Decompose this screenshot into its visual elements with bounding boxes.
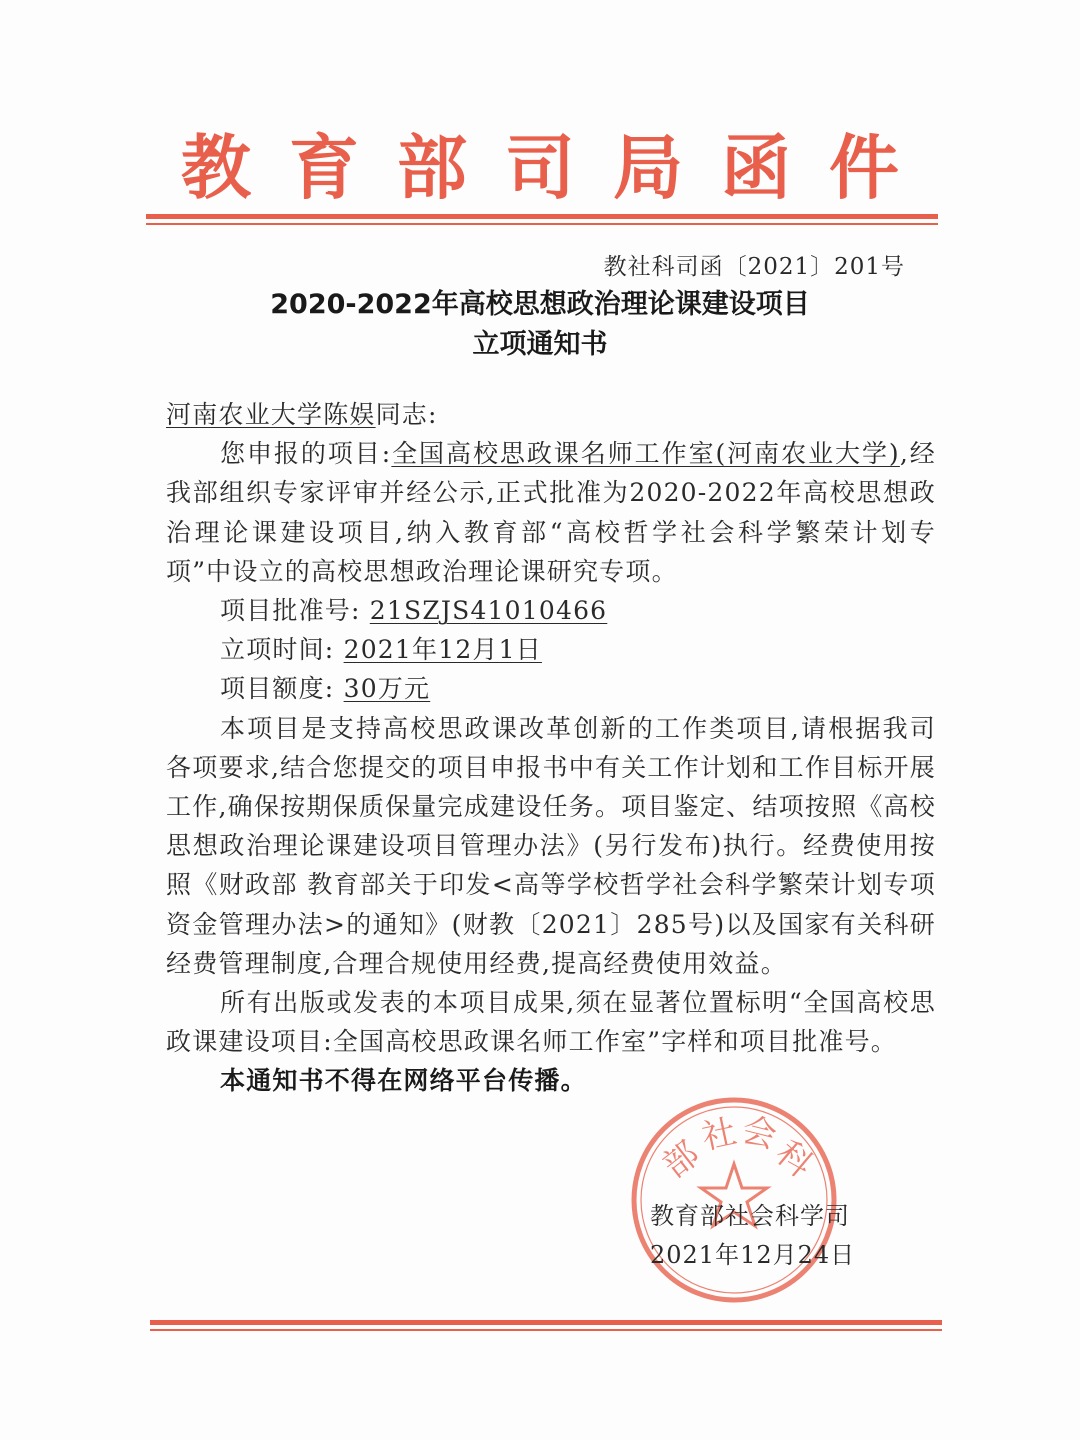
salutation bbox=[166, 395, 936, 434]
approval-number-label: 项目批准号: bbox=[220, 596, 361, 626]
header-rule-thin bbox=[146, 223, 938, 225]
approval-date-label: 立项时间: bbox=[220, 635, 335, 665]
header-rule-thick bbox=[146, 214, 938, 219]
notice-no-distribution: 本通知书不得在网络平台传播。 bbox=[220, 1066, 587, 1096]
svg-text:社: 社 bbox=[698, 1111, 740, 1158]
svg-text:部: 部 bbox=[655, 1133, 707, 1187]
field-approval-number bbox=[166, 591, 936, 630]
paragraph-approval-lead: 您申报的项目: bbox=[220, 439, 392, 469]
document-title-line1: 2020-2022年高校思想政治理论课建设项目 bbox=[270, 289, 810, 320]
field-approval-date bbox=[166, 630, 936, 669]
document-body bbox=[166, 395, 936, 1101]
footer-rule-thin bbox=[150, 1329, 942, 1331]
svg-text:会: 会 bbox=[737, 1109, 781, 1157]
paragraph-attribution: 所有出版或发表的本项目成果,须在显著位置标明“全国高校思政课建设项目:全国高校思政课名师工作室”字样和项目批准号。 bbox=[166, 988, 936, 1057]
field-funding-amount bbox=[166, 669, 936, 708]
paragraph-requirements: 本项目是支持高校思政课改革创新的工作类项目,请根据我司各项要求,结合您提交的项目申报书中有关工作计划和工作目标开展工作,确保按期保质保量完成建设任务。项目鉴定、结项按照《高校思想政治理论课建设项目管理办法》(另行发布)执行。经费使用按照《财政部 教育部关于印发<高等学校哲学社会科学繁荣计划专项资金管理办法>的通知》(财教〔2021〕285号)以及国家有关科研经费管理制度,合理合规使用经费,提高经费使用效益。 bbox=[166, 713, 936, 978]
paragraph-approval bbox=[166, 434, 936, 591]
masthead-title: 教育部司局函件 bbox=[181, 126, 937, 209]
funding-amount-label: 项目额度: bbox=[220, 674, 335, 704]
paragraph-approval-rest: ,经我部组织专家评审并经公示,正式批准为2020-2022年高校思想政治理论课建设项目,纳入教育部“高校哲学社会科学繁荣计划专项”中设立的高校思想政治理论课研究专项。 bbox=[166, 439, 936, 586]
recipient-name: 河南农业大学陈娱 bbox=[166, 400, 376, 429]
document-number: 教社科司函〔2021〕201号 bbox=[603, 254, 905, 280]
project-name: 全国高校思政课名师工作室(河南农业大学) bbox=[391, 439, 900, 469]
signature-date: 2021年12月24日 bbox=[650, 1241, 856, 1269]
salutation-suffix: 同志: bbox=[375, 400, 438, 429]
svg-text:科: 科 bbox=[768, 1133, 821, 1186]
document-title-line2: 立项通知书 bbox=[472, 329, 608, 360]
approval-number-value: 21SZJS41010466 bbox=[369, 596, 608, 626]
funding-amount-value: 30万元 bbox=[343, 674, 431, 704]
footer-rule-thick bbox=[150, 1320, 942, 1325]
approval-date-value: 2021年12月1日 bbox=[343, 635, 542, 665]
signature-organization: 教育部社会科学司 bbox=[650, 1202, 850, 1230]
